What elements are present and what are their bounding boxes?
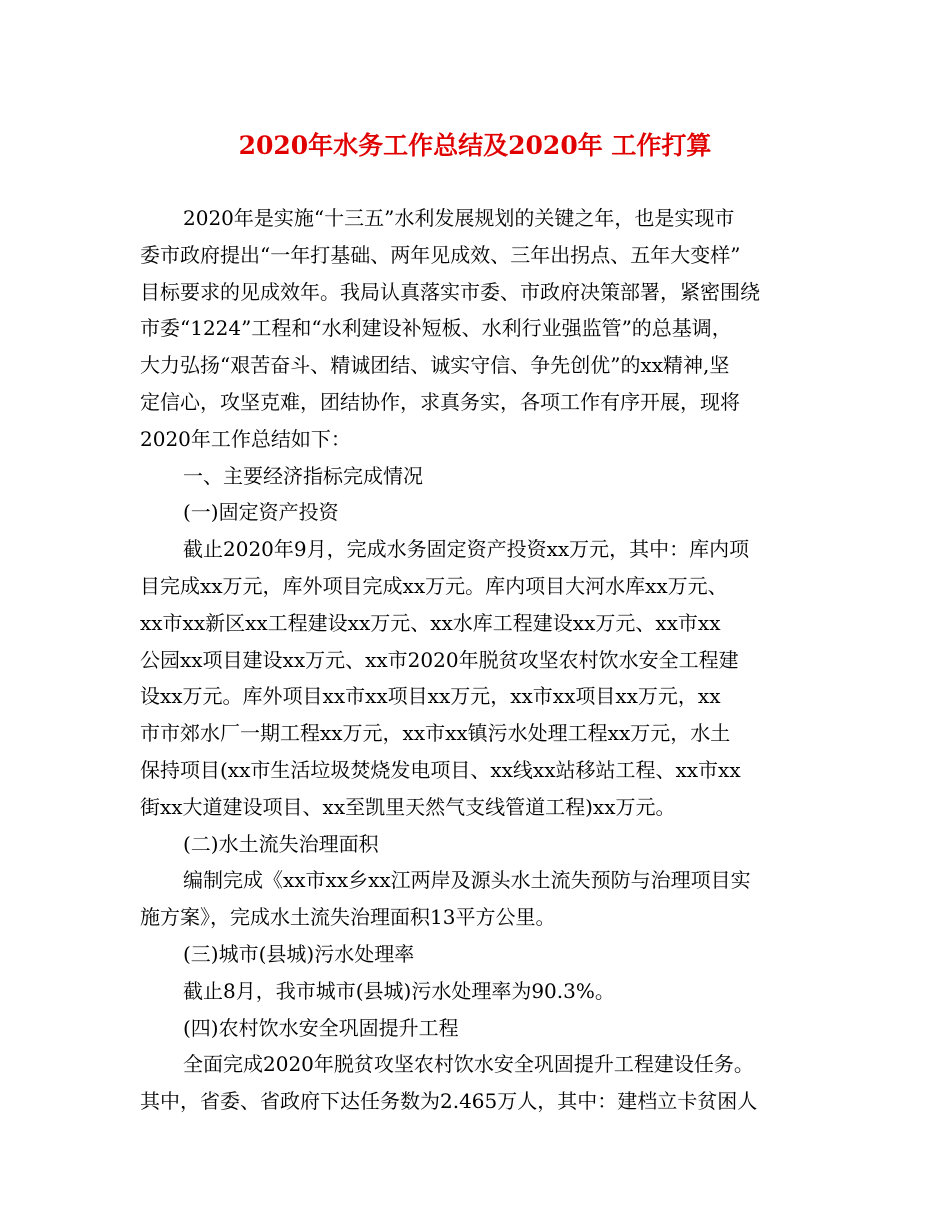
paragraph-line: 市委“1224”工程和“水利建设补短板、水利行业强监管”的总基调， <box>140 316 732 341</box>
document-title: 2020年水务工作总结及2020年 工作打算 <box>238 131 712 160</box>
paragraph-line: 街xx大道建设项目、xx至凯里天然气支线管道工程)xx万元。 <box>140 794 676 819</box>
document-body <box>140 200 820 1120</box>
paragraph-line: 定信心，攻坚克难，团结协作，求真务实，各项工作有序开展，现将 <box>140 389 740 414</box>
paragraph-line: 截止2020年9月，完成水务固定资产投资xx万元，其中：库内项 <box>183 537 750 562</box>
paragraph-line: 2020年是实施“十三五”水利发展规划的关键之年，也是实现市 <box>183 206 735 230</box>
paragraph-line: 目标要求的见成效年。我局认真落实市委、市政府决策部署，紧密围绕 <box>140 279 760 304</box>
paragraph-line: 全面完成2020年脱贫攻坚农村饮水安全巩固提升工程建设任务。 <box>183 1052 754 1077</box>
paragraph-line: 委市政府提出“一年打基础、两年见成效、三年出拐点、五年大变样” <box>140 242 741 267</box>
paragraph-line: xx市xx新区xx工程建设xx万元、xx水库工程建设xx万元、xx市xx <box>140 610 721 635</box>
paragraph-line: 目完成xx万元，库外项目完成xx万元。库内项目大河水库xx万元、 <box>140 573 728 598</box>
paragraph-line: 市市郊水厂一期工程xx万元，xx市xx镇污水处理工程xx万元，水土 <box>140 721 731 746</box>
subsection-heading: (四)农村饮水安全巩固提升工程 <box>183 1015 459 1040</box>
subsection-heading: (二)水土流失治理面积 <box>183 831 379 856</box>
paragraph-line: 公园xx项目建设xx万元、xx市2020年脱贫攻坚农村饮水安全工程建 <box>140 647 739 672</box>
paragraph-line: 其中，省委、省政府下达任务数为2.465万人，其中：建档立卡贫困人 <box>140 1089 758 1114</box>
paragraph-line: 截止8月，我市城市(县城)污水处理率为90.3%。 <box>183 978 615 1003</box>
paragraph-line: 大力弘扬“艰苦奋斗、精诚团结、诚实守信、争先创优”的xx精神,坚 <box>140 353 730 378</box>
paragraph-line: 设xx万元。库外项目xx市xx项目xx万元，xx市xx项目xx万元，xx <box>140 684 721 709</box>
section-heading: 一、主要经济指标完成情况 <box>183 463 423 488</box>
paragraph-line: 保持项目(xx市生活垃圾焚烧发电项目、xx线xx站移站工程、xx市xx <box>140 757 741 782</box>
subsection-heading: (一)固定资产投资 <box>183 500 339 525</box>
subsection-heading: (三)城市(县城)污水处理率 <box>183 941 415 966</box>
paragraph-line: 2020年工作总结如下： <box>140 426 351 451</box>
paragraph-line: 编制完成《xx市xx乡xx江两岸及源头水土流失预防与治理项目实 <box>183 868 751 893</box>
paragraph-line: 施方案》，完成水土流失治理面积13平方公里。 <box>140 905 556 930</box>
